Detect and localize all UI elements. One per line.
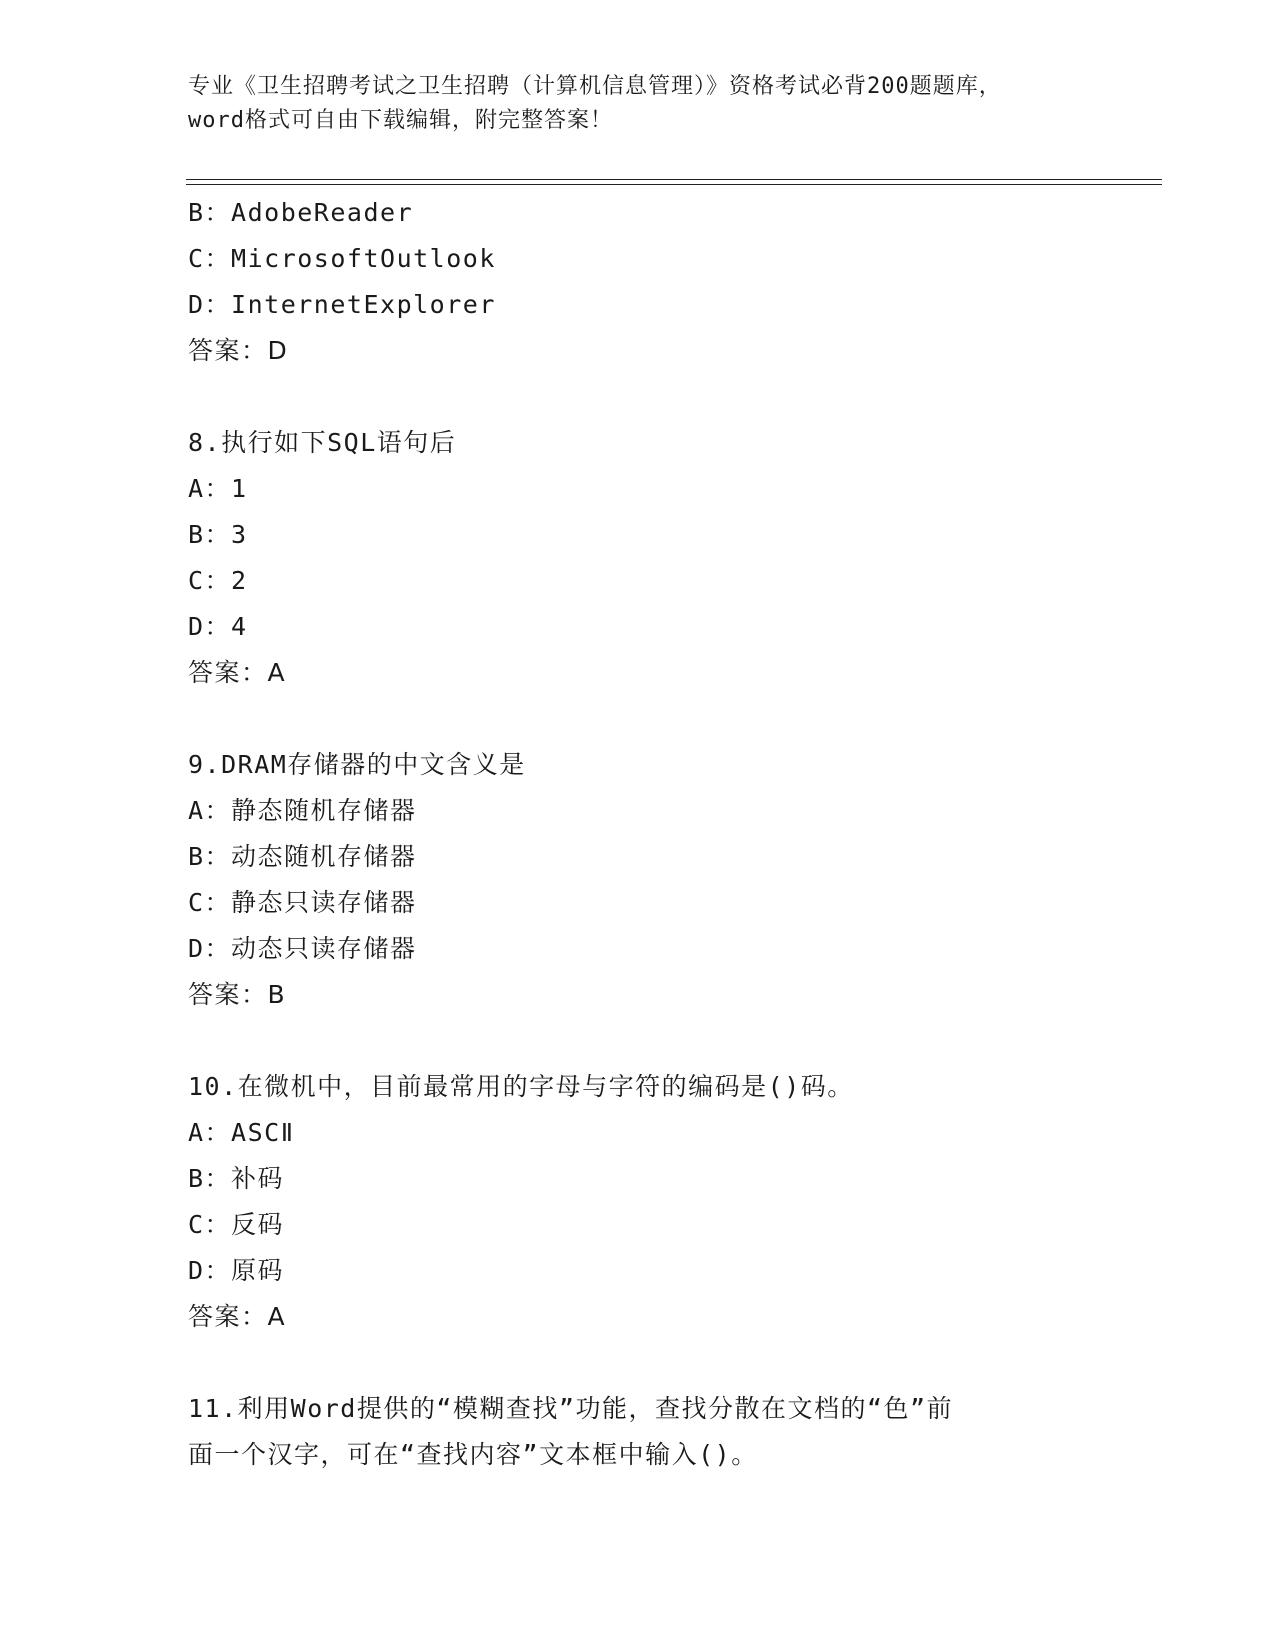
question-stem-line-2: 面一个汉字，可在“查找内容”文本框中输入()。 xyxy=(188,1440,758,1469)
question-9 xyxy=(188,742,1088,1018)
header-line-2: word格式可自由下载编辑，附完整答案！ xyxy=(188,108,613,133)
question-8 xyxy=(188,420,1088,696)
option-d: D：原码 xyxy=(188,1256,285,1285)
option-c: C：2 xyxy=(188,566,248,595)
option-c: C：MicrosoftOutlook xyxy=(188,244,496,273)
answer: 答案：A xyxy=(188,658,287,687)
option-c: C：反码 xyxy=(188,1210,285,1239)
question-11 xyxy=(188,1386,1088,1478)
question-10 xyxy=(188,1064,1088,1340)
header-rule-top xyxy=(186,179,1162,180)
question-stem-line-1: 11.利用Word提供的“模糊查找”功能，查找分散在文档的“色”前 xyxy=(188,1394,954,1423)
header-rule-bottom xyxy=(186,184,1162,185)
option-b: B：动态随机存储器 xyxy=(188,842,417,871)
option-a: A：静态随机存储器 xyxy=(188,796,417,825)
header-line-1: 专业《卫生招聘考试之卫生招聘（计算机信息管理）》资格考试必背200题题库， xyxy=(188,74,1002,99)
document-header xyxy=(188,70,1108,138)
question-7-tail xyxy=(188,190,1088,374)
option-d: D：动态只读存储器 xyxy=(188,934,417,963)
answer: 答案：A xyxy=(188,1302,287,1331)
question-list xyxy=(188,190,1088,1478)
option-b: B：3 xyxy=(188,520,248,549)
option-b: B：AdobeReader xyxy=(188,198,414,227)
answer: 答案：B xyxy=(188,980,287,1009)
option-d: D：4 xyxy=(188,612,248,641)
option-a: A：1 xyxy=(188,474,248,503)
option-a: A：ASCⅡ xyxy=(188,1118,295,1147)
question-stem: 10.在微机中，目前最常用的字母与字符的编码是()码。 xyxy=(188,1072,854,1101)
option-c: C：静态只读存储器 xyxy=(188,888,417,917)
option-d: D：InternetExplorer xyxy=(188,290,496,319)
question-stem: 8.执行如下SQL语句后 xyxy=(188,428,457,457)
option-b: B：补码 xyxy=(188,1164,285,1193)
question-stem: 9.DRAM存储器的中文含义是 xyxy=(188,750,526,779)
answer: 答案：D xyxy=(188,336,289,365)
